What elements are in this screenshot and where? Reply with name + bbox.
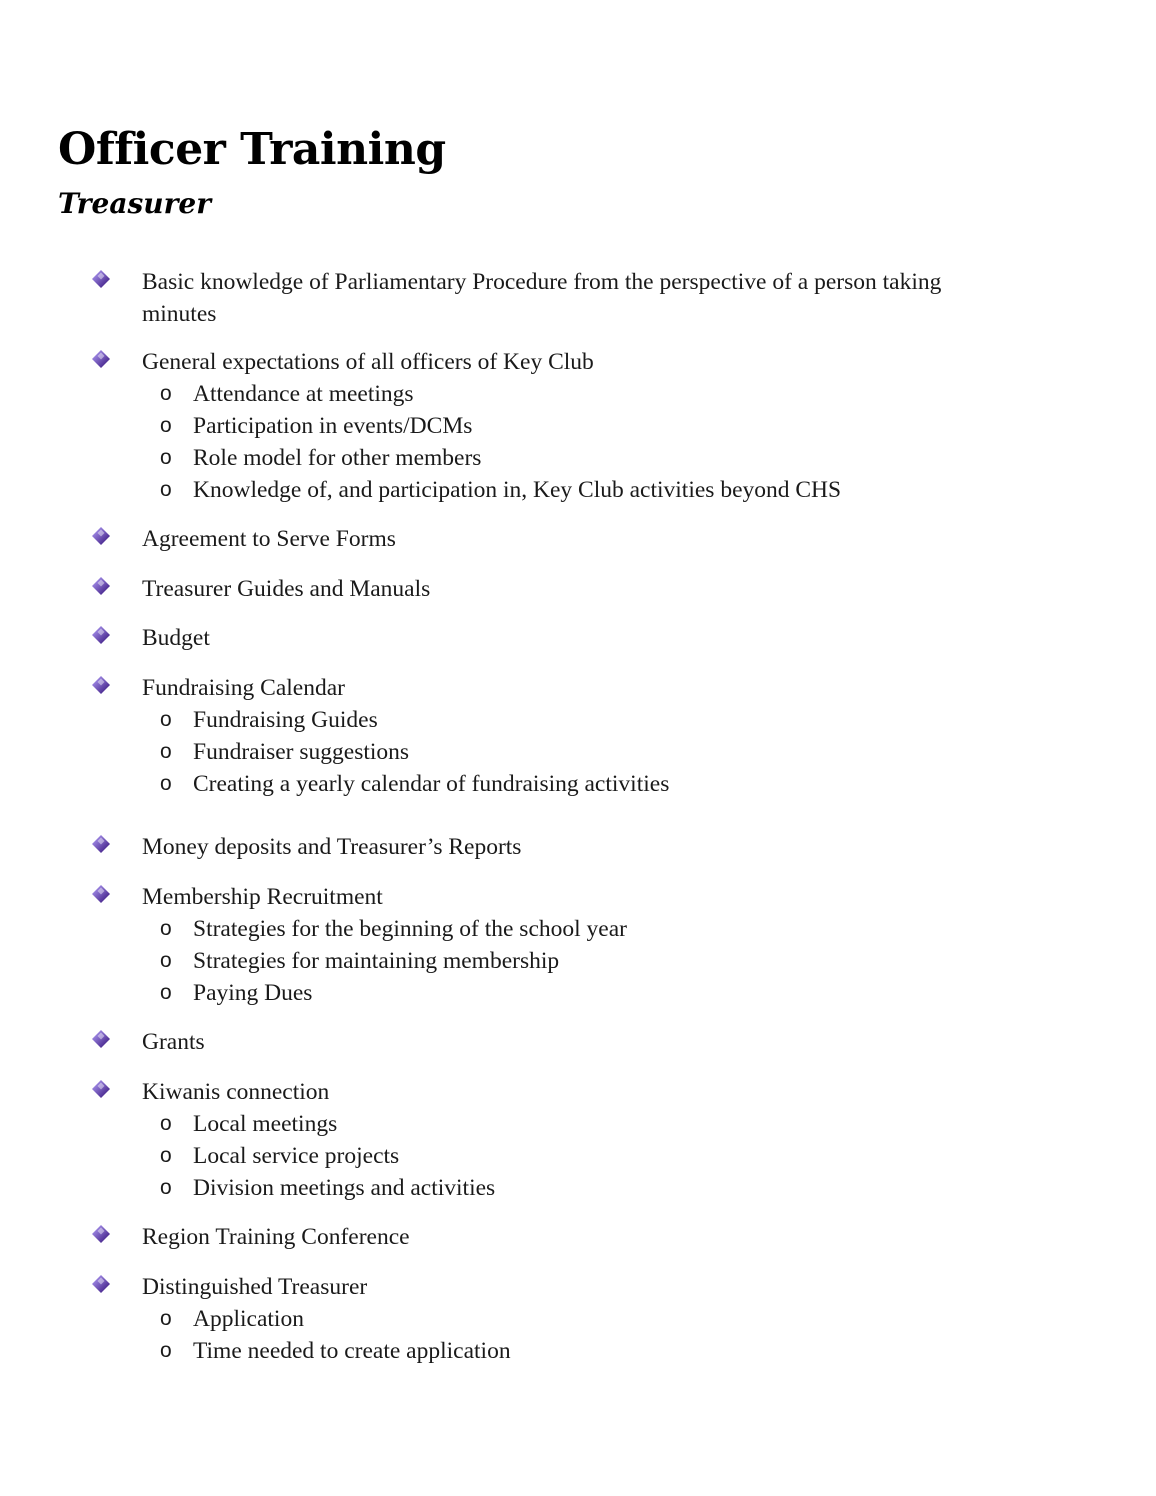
topic-label: Basic knowledge of Parliamentary Procedure from the perspective of a person taking minutes (142, 269, 942, 327)
subtopic-label: Fundraising Guides (193, 707, 378, 733)
purple-diamond-icon (92, 835, 110, 853)
circle-bullet-icon: o (160, 708, 172, 731)
subtopic-item (0, 1303, 1156, 1335)
purple-diamond-icon (92, 1080, 110, 1098)
subtopic-label: Strategies for maintaining membership (193, 948, 560, 974)
subtopic-item (0, 977, 1156, 1009)
subtopic-item (0, 1172, 1156, 1204)
purple-diamond-icon (92, 350, 110, 368)
topic-label: Distinguished Treasurer (142, 1274, 368, 1300)
circle-bullet-icon: o (160, 917, 172, 940)
topic-label: Grants (142, 1029, 205, 1055)
subtopic-label: Strategies for the beginning of the school year (193, 916, 627, 942)
circle-bullet-icon: o (160, 414, 172, 437)
topic-label: Fundraising Calendar (142, 675, 345, 701)
purple-diamond-icon (92, 577, 110, 595)
subtopic-label: Fundraiser suggestions (193, 739, 410, 765)
circle-bullet-icon: o (160, 478, 172, 501)
purple-diamond-icon (92, 626, 110, 644)
subtopic-item (0, 378, 1156, 410)
subtopic-label: Participation in events/DCMs (193, 413, 473, 439)
circle-bullet-icon: o (160, 1307, 172, 1330)
subtopic-item (0, 442, 1156, 474)
subtopic-item (0, 768, 1156, 800)
circle-bullet-icon: o (160, 981, 172, 1004)
topic-label: Region Training Conference (142, 1224, 410, 1250)
circle-bullet-icon: o (160, 1176, 172, 1199)
subtopic-item (0, 1108, 1156, 1140)
circle-bullet-icon: o (160, 1144, 172, 1167)
circle-bullet-icon: o (160, 382, 172, 405)
subtopic-label: Local service projects (193, 1143, 400, 1169)
subtopic-item (0, 474, 1156, 506)
subtopic-label: Paying Dues (193, 980, 313, 1006)
purple-diamond-icon (92, 1030, 110, 1048)
purple-diamond-icon (92, 676, 110, 694)
page-subtitle: Treasurer (58, 187, 211, 220)
circle-bullet-icon: o (160, 740, 172, 763)
subtopic-label: Division meetings and activities (193, 1175, 496, 1201)
circle-bullet-icon: o (160, 1339, 172, 1362)
subtopic-item (0, 736, 1156, 768)
subtopic-label: Role model for other members (193, 445, 482, 471)
subtopic-label: Knowledge of, and participation in, Key Club activities beyond CHS (193, 477, 842, 503)
subtopic-label: Local meetings (193, 1111, 338, 1137)
subtopic-label: Creating a yearly calendar of fundraising activities (193, 771, 670, 797)
subtopic-label: Time needed to create application (193, 1338, 511, 1364)
purple-diamond-icon (92, 1225, 110, 1243)
circle-bullet-icon: o (160, 772, 172, 795)
purple-diamond-icon (92, 527, 110, 545)
circle-bullet-icon: o (160, 949, 172, 972)
purple-diamond-icon (92, 270, 110, 288)
topic-label: Agreement to Serve Forms (142, 526, 396, 552)
subtopic-item (0, 410, 1156, 442)
subtopic-label: Application (193, 1306, 304, 1332)
topic-label: Membership Recruitment (142, 884, 383, 910)
subtopic-item (0, 913, 1156, 945)
subtopic-label: Attendance at meetings (193, 381, 414, 407)
purple-diamond-icon (92, 1275, 110, 1293)
circle-bullet-icon: o (160, 446, 172, 469)
subtopic-item (0, 945, 1156, 977)
page-title: Officer Training (58, 124, 446, 175)
topic-label: Budget (142, 625, 210, 651)
purple-diamond-icon (92, 885, 110, 903)
topic-label: Kiwanis connection (142, 1079, 330, 1105)
topic-label: Money deposits and Treasurer’s Reports (142, 834, 522, 860)
subtopic-item (0, 1140, 1156, 1172)
circle-bullet-icon: o (160, 1112, 172, 1135)
topic-label: General expectations of all officers of Key Club (142, 349, 594, 375)
topic-label: Treasurer Guides and Manuals (142, 576, 431, 602)
subtopic-item (0, 1335, 1156, 1367)
subtopic-item (0, 704, 1156, 736)
